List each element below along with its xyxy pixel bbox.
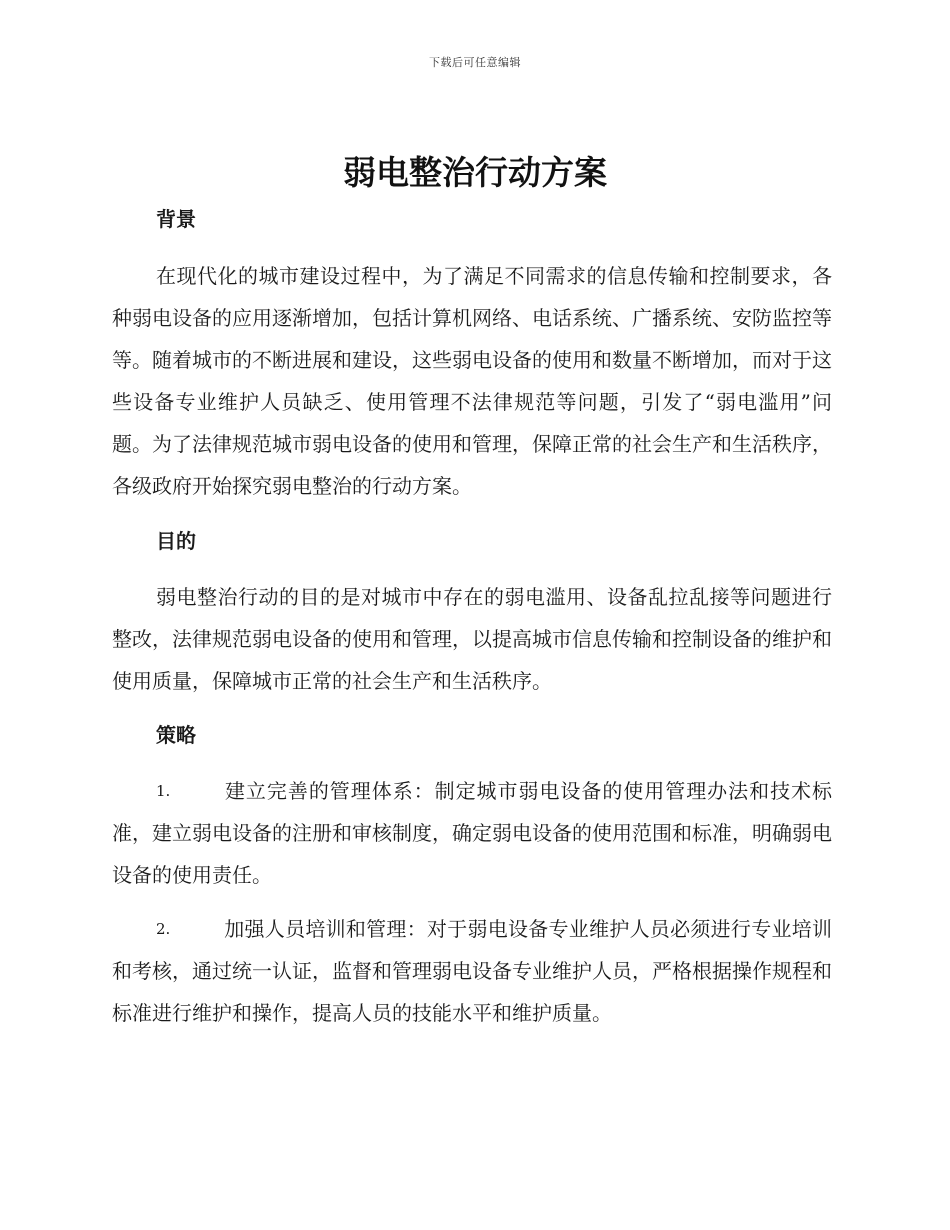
list-number: 1. (156, 782, 171, 800)
section-heading-background: 背景 (156, 207, 196, 231)
section-heading-goal: 目的 (156, 529, 196, 553)
list-item-text: 建立完善的管理体系：制定城市弱电设备的使用管理办法和技术标准，建立弱电设备的注册和审核制度，确定弱电设备的使用范围和标准，明确弱电设备的使用责任。 (112, 779, 832, 887)
background-paragraph: 在现代化的城市建设过程中，为了满足不同需求的信息传输和控制要求，各种弱电设备的应用逐渐增加，包括计算机网络、电话系统、广播系统、安防监控等等。随着城市的不断进展和建设，这些弱电设备的使用和数量不断增加，而对于这些设备专业维护人员缺乏、使用管理不法律规范等问题，引发了“弱电滥用”问题。为了法律规范城市弱电设备的使用和管理，保障正常的社会生产和生活秩序，各级政府开始探究弱电整治的行动方案。 (112, 264, 832, 498)
strategy-list-item (112, 770, 832, 896)
goal-paragraph: 弱电整治行动的目的是对城市中存在的弱电滥用、设备乱拉乱接等问题进行整改，法律规范弱电设备的使用和管理，以提高城市信息传输和控制设备的维护和使用质量，保障城市正常的社会生产和生活秩序。 (112, 585, 832, 693)
section-heading-strategy: 策略 (156, 723, 196, 747)
header-note: 下载后可任意编辑 (429, 56, 521, 69)
list-item-text: 加强人员培训和管理：对于弱电设备专业维护人员必须进行专业培训和考核，通过统一认证，监督和管理弱电设备专业维护人员，严格根据操作规程和标准进行维护和操作，提高人员的技能水平和维护质量。 (112, 917, 832, 1025)
document-title: 弱电整治行动方案 (343, 153, 607, 192)
strategy-list-item (112, 908, 832, 1034)
list-number: 2. (156, 920, 171, 938)
